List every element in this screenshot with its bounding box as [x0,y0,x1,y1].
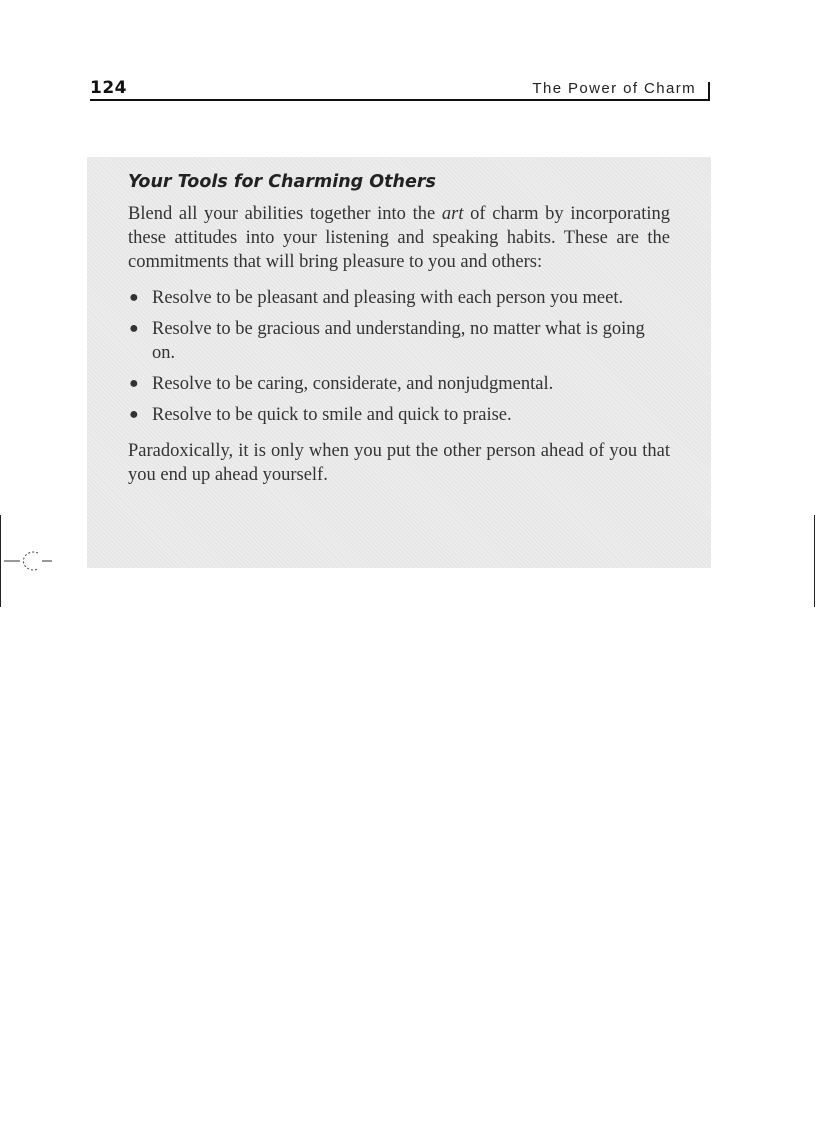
intro-text-end: of charm by incorporating these attitudes into your listening and speaking habits. These are the commitments that will bring pleasure to you and others: [128,204,670,272]
crop-mark-icon [4,548,56,574]
bullet-icon: ● [129,406,139,423]
bullet-icon: ● [129,320,139,337]
header-rule [90,99,708,101]
intro-emphasis: art [441,204,464,224]
list-item [128,286,670,310]
intro-text-start: Blend all your abilities together into the [128,204,442,224]
list-item-text: Resolve to be pleasant and pleasing with each person you meet. [152,288,624,308]
bullet-list [128,286,670,427]
header-tick [708,82,710,101]
conclusion-paragraph: Paradoxically, it is only when you put the other person ahead of you that you end up ahead yourself. [128,441,670,485]
list-item-text: Resolve to be caring, considerate, and nonjudgmental. [152,374,554,394]
margin-rule-right [814,515,815,607]
sidebar-box [87,157,711,568]
list-item-text: Resolve to be quick to smile and quick to praise. [152,405,512,425]
bullet-icon: ● [129,289,139,306]
page-number: 124 [90,78,127,98]
list-item [128,372,670,396]
bullet-icon: ● [129,375,139,392]
sidebar-title: Your Tools for Charming Others [128,172,436,192]
page-header [90,78,710,100]
list-item [128,317,670,365]
list-item [128,403,670,427]
running-head: The Power of Charm [532,80,696,97]
intro-paragraph [128,202,670,274]
margin-rule-left [0,515,1,607]
list-item-text: Resolve to be gracious and understanding, no matter what is going on. [152,319,645,363]
